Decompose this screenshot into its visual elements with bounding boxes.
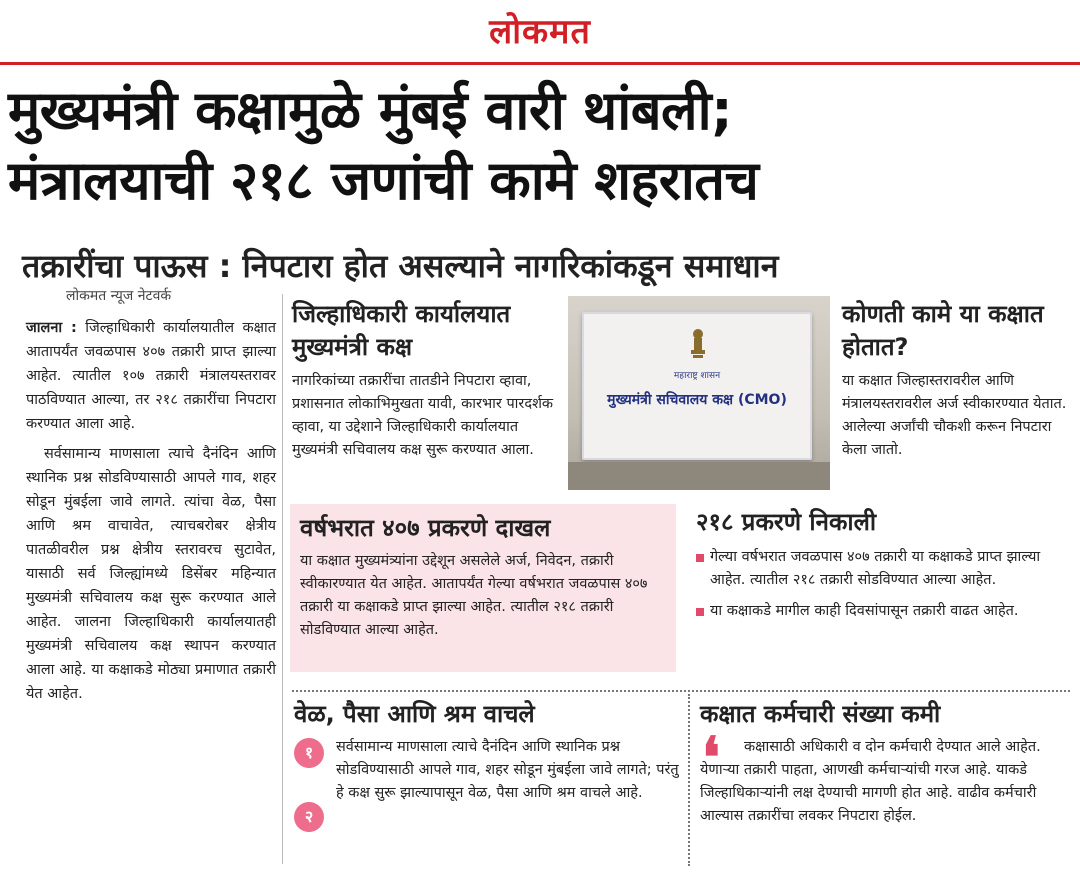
cmo-signboard [582,312,812,460]
headline-line-2: मंत्रालयाची २१८ जणांची कामे शहरातच [8,149,759,212]
savings-title: वेळ, पैसा आणि श्रम वाचले [294,700,535,728]
number-badge-1: १ [294,738,324,768]
main-headline [8,76,1074,216]
bullet-text: गेल्या वर्षभरात जवळपास ४०७ तक्रारी या कक्षाकडे प्राप्त झाल्या आहेत. त्यातील २१८ तक्रारी सोडविण्यात आल्या आहेत. [710,549,1041,588]
staff-shortage-section [700,698,1070,828]
number-badge-2: २ [294,802,324,832]
bullet-item [696,546,1070,592]
ashoka-emblem-icon [687,328,709,362]
which-work-body: या कक्षात जिल्हास्तरावरील आणि मंत्रालयस्तरावरील अर्ज स्वीकारण्यात येतात. आलेल्या अर्जांची चौकशी करून निपटारा केला जातो. [842,373,1067,458]
lead-paragraph-1-text: जिल्हाधिकारी कार्यालयातील कक्षात आतापर्यंत जवळपास ४०७ तक्रारी प्राप्त झाल्या आहेत. त्यातील १०७ तक्रारी मंत्रालयस्तरावर पाठविण्यात आल्या, तर २१८ तक्रारींचा निपटारा करण्यात आला आहे. [26,320,276,432]
dateline: जालना : [26,320,77,336]
section-divider-vertical [688,694,690,866]
collector-office-section [292,298,564,462]
section-divider-horizontal [292,690,1070,692]
quote-mark-icon: ❛ [702,725,721,791]
collector-office-body: नागरिकांच्या तक्रारींचा तातडीने निपटारा व्हावा, प्रशासनात लोकाभिमुखता यावी, कारभार पारदर्शक व्हावा, या उद्देशाने जिल्हाधिकारी कार्यालयात मुख्यमंत्री सचिवालय कक्ष सुरू करण्यात आला. [292,373,554,458]
savings-section [294,698,680,826]
number-markers [294,738,326,832]
cases-resolved-title: २१८ प्रकरणे निकाली [696,508,877,536]
sign-cmo-label: मुख्यमंत्री सचिवालय कक्ष (CMO) [607,392,787,408]
lead-paragraph-1 [26,316,276,436]
bullet-square-icon [696,554,704,562]
which-work-section [842,298,1070,462]
byline: लोकमत न्यूज नेटवर्क [66,288,172,304]
staff-shortage-title: कक्षात कर्मचारी संख्या कमी [700,700,941,728]
bullet-item [696,600,1070,623]
masthead [0,0,1080,66]
bullet-text: या कक्षाकडे मागील काही दिवसांपासून तक्रारी वाढत आहेत. [710,603,1019,619]
bullet-square-icon [696,608,704,616]
staff-shortage-body: कक्षासाठी अधिकारी व दोन कर्मचारी देण्यात आले आहेत. येणाऱ्या तक्रारी पाहता, आणखी कर्मचाऱ्यांची गरज आहे. याकडे जिल्हाधिकाऱ्यांनी लक्ष देण्याची मागणी होत आहे. वाढीव कर्मचारी आल्यास तक्रारींचा लवकर निपटारा होईल. [700,739,1041,824]
cases-filed-body: या कक्षात मुख्यमंत्र्यांना उद्देशून असलेले अर्ज, निवेदन, तक्रारी स्वीकारण्यात येत आहेत. आतापर्यंत गेल्या वर्षभरात जवळपास ४०७ तक्रारी या कक्षाकडे प्राप्त झाल्या आहेत. त्यातील २१८ तक्रारी सोडविण्यात आल्या आहेत. [300,553,648,638]
cases-filed-title: वर्षभरात ४०७ प्रकरणे दाखल [300,514,551,542]
savings-body: सर्वसामान्य माणसाला त्याचे दैनंदिन आणि स्थानिक प्रश्न सोडविण्यासाठी आपले गाव, शहर सोडून मुंबईला जावे लागते; परंतु हे कक्ष सुरू झाल्यापासून वेळ, पैसा आणि श्रम वाचले आहे. [336,739,679,801]
headline-line-1: मुख्यमंत्री कक्षामुळे मुंबई वारी थांबली; [8,79,733,142]
column-divider [282,294,283,864]
which-work-title: कोणती कामे या कक्षात होतात? [842,300,1044,361]
sub-headline: तक्रारींचा पाऊस : निपटारा होत असल्याने नागरिकांकडून समाधान [22,247,779,285]
collector-office-title: जिल्हाधिकारी कार्यालयात मुख्यमंत्री कक्ष [292,300,511,361]
masthead-rule [0,62,1080,65]
sign-govt-label: महाराष्ट्र शासन [673,371,721,381]
newspaper-logo: लोकमत [489,12,591,52]
cases-resolved-section [696,506,1070,631]
cases-filed-box [290,504,676,672]
cmo-sign-photo [568,296,830,490]
lead-article-column [26,316,276,706]
lead-paragraph-2: सर्वसामान्य माणसाला त्याचे दैनंदिन आणि स्थानिक प्रश्न सोडविण्यासाठी आपले गाव, शहर सोडून मुंबईला जावे लागते. त्यांचा वेळ, पैसा आणि श्रम वाचावेत, त्याचबरोबर क्षेत्रीय पातळीवरील प्रश्न क्षेत्रीय स्तरावरच सुटावेत, यासाठी सर्व जिल्ह्यांमध्ये डिसेंबर महिन्यात मुख्यमंत्री सचिवालय कक्ष सुरू करण्यात आले आहेत. जालना जिल्हाधिकारी कार्यालयातही मुख्यमंत्री सचिवालय कक्ष स्थापन करण्यात आला आहे. या कक्षाकडे मोठ्या प्रमाणात तक्रारी येत आहेत. [26,446,276,702]
